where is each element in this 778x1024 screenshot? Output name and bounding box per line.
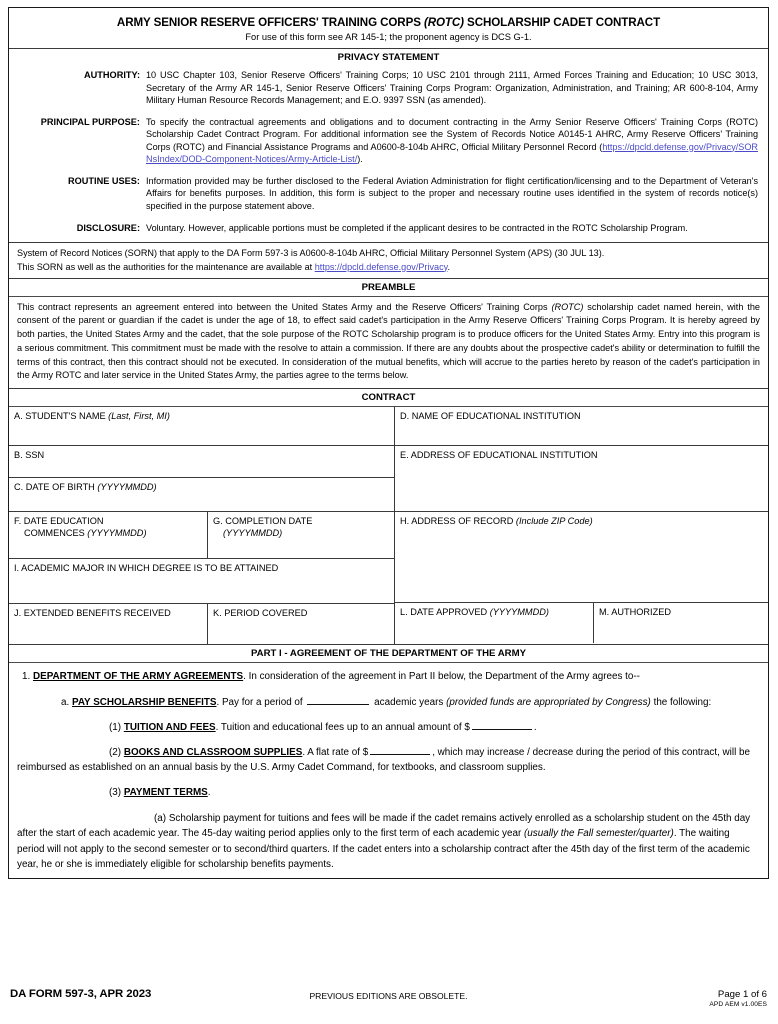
- field-e-label: E. ADDRESS OF EDUCATIONAL INSTITUTION: [400, 450, 598, 461]
- item-1-text: . In consideration of the agreement in Part II below, the Department of the Army agrees to--: [243, 671, 640, 683]
- title-rotc-abbrev: (ROTC): [423, 16, 464, 29]
- field-a-label: A. STUDENT'S NAME: [14, 411, 109, 422]
- page-footer: [8, 988, 769, 1022]
- field-h-label: H. ADDRESS OF RECORD: [400, 516, 516, 527]
- footer-version: APD AEM v1.00ES: [709, 1001, 767, 1008]
- field-l-date-approved[interactable]: [395, 603, 594, 643]
- preamble-text-before: This contract represents an agreement entered into between the United States Army and the Reserve Officers' Training Corps: [17, 301, 552, 312]
- item-3-sub-text: .: [207, 787, 211, 799]
- title-text-part2: SCHOLARSHIP CADET CONTRACT: [463, 16, 661, 29]
- field-i-academic-major[interactable]: [9, 558, 394, 603]
- field-h-address-of-record[interactable]: [395, 511, 768, 602]
- field-g-completion-date[interactable]: [208, 512, 394, 558]
- academic-years-blank[interactable]: [307, 696, 369, 705]
- item-1-title: DEPARTMENT OF THE ARMY AGREEMENTS: [32, 671, 244, 683]
- contract-heading: CONTRACT: [361, 392, 416, 404]
- privacy-text-disclosure: Voluntary. However, applicable portions must be completed if the applicant desires to be contracted in the ROTC Scholarship Program.: [146, 222, 688, 233]
- page-subtitle: For use of this form see AR 145-1; the proponent agency is DCS G-1.: [245, 32, 532, 43]
- field-c-hint: (YYYYMMDD): [97, 482, 157, 493]
- privacy-text-authority: 10 USC Chapter 103, Senior Reserve Officers' Training Corps; 10 USC 2101 through 2111, Armed Forces Training and Education; 10 USC 3013, Secretary of the Army AR 145-1, Senior Reserve Officers' Training Corps Program: Organization, Administration, and Training; AR 600-8-104, Army Military Human Resource Records Management; and E.O. 9397 SSN (as amended).: [146, 70, 758, 105]
- part1-body: [9, 663, 768, 877]
- field-row-j-k: [9, 603, 394, 644]
- item-1-number: 1.: [22, 671, 33, 683]
- tuition-amount-blank[interactable]: [472, 721, 532, 730]
- privacy-row-disclosure: [15, 222, 758, 234]
- field-e-address-of-institution[interactable]: [395, 445, 768, 511]
- part1-item-a: [17, 695, 758, 710]
- item-3a-text-2: . The waiting period will not apply to the second semester or to second/third quarters. If the cadet enters into a scholarship contract after the 45th day of the first term of the academic year, he or she is immediately eligible for scholarship benefits payments.: [17, 828, 750, 870]
- item-a-number: a.: [61, 697, 72, 709]
- item-a-title: PAY SCHOLARSHIP BENEFITS: [71, 697, 217, 709]
- footer-page-number: Page 1 of 6: [717, 989, 767, 1000]
- field-b-label: B. SSN: [14, 450, 45, 461]
- principal-purpose-text-before: To specify the contractual agreements and obligations and to document contracting in the Army Senior Reserve Officers' Training Corps (ROTC) Scholarship Cadet Contract Program. For additional information see the System of Records Notice A0145-1 AHRC, Army Reserve Officers' Training Corps (ROTC) and Financial Assistance Programs and A0600-8-104b AHRC, Official Military Personnel Record (: [146, 117, 758, 152]
- field-g-hint: (YYYYMMDD): [223, 528, 283, 539]
- field-m-label: M. AUTHORIZED: [599, 607, 671, 618]
- item-2-sub-text-2: , which may increase / decrease during the period of this contract, will be reimbursed as established on an annual basis by the U.S. Army Cadet Command, for textbooks, and classroom supplies.: [17, 747, 750, 774]
- contract-left-column: [9, 407, 394, 644]
- item-3a-text-1: (a) Scholarship payment for tuitions and fees will be made if the cadet remains actively enrolled as a scholarship student on the 45th day after the start of each academic year. The 45-day waiting period applies only to the first term of each academic year: [17, 813, 751, 840]
- field-row-f-g: [9, 511, 394, 558]
- privacy-label-principal-purpose: PRINCIPAL PURPOSE:: [40, 117, 140, 128]
- field-m-authorized[interactable]: [594, 603, 768, 643]
- preamble-body: [9, 297, 768, 388]
- field-f-hint: (YYYYMMDD): [87, 528, 147, 539]
- field-f-label-line1: F. DATE EDUCATION: [14, 516, 104, 527]
- footer-page-info: [709, 989, 767, 1008]
- principal-purpose-text-after: ).: [357, 153, 363, 164]
- field-f-date-education-commences[interactable]: [9, 512, 208, 558]
- preamble-text-after: scholarship cadet named herein, with the consent of the parent or guardian if the cadet is under the age of 18, to effect said cadet's participation in the Army Reserve Officers' Training Corps Program. It is hereby agreed by both parties, the United States Army and the cadet, that the sole purpose of the ROTC Scholarship program is to produce officers for the United States Army. Entry into this program is a serious commitment. This commitment must be made with the resolve to attain a commission. If there are any doubts about the prospective cadet's ability or determination to fulfill the terms of this contract, then this contract should not be executed. In consideration of the mutual benefits, which will accrue to the parties hereto by reason of the cadet's participation in the Army ROTC and later service in the United States Army, the parties agree to the terms below.: [17, 301, 761, 381]
- item-2-sub-text-1: . A flat rate of $: [302, 747, 369, 759]
- privacy-label-routine-uses: ROUTINE USES:: [68, 176, 140, 187]
- sorn-line-2-after: .: [447, 261, 451, 272]
- preamble-heading: PREAMBLE: [361, 281, 416, 293]
- privacy-statement-heading: PRIVACY STATEMENT: [337, 52, 440, 64]
- field-b-ssn[interactable]: [9, 445, 394, 477]
- footer-form-id: DA FORM 597-3, APR 2023: [10, 988, 152, 1000]
- field-g-label-line1: G. COMPLETION DATE: [213, 516, 313, 527]
- item-1-sub-number: (1): [109, 722, 124, 734]
- field-j-extended-benefits-received[interactable]: [9, 604, 208, 644]
- part1-item-1: [17, 669, 758, 684]
- field-a-hint: (Last, First, MI): [108, 411, 170, 422]
- form-sheet: [8, 7, 769, 879]
- field-k-label: K. PERIOD COVERED: [213, 608, 308, 619]
- item-3a-italic-note: (usually the Fall semester/quarter): [524, 828, 674, 840]
- item-3-sub-title: PAYMENT TERMS: [123, 787, 208, 799]
- part1-item-1-tuition: [17, 720, 758, 735]
- part1-heading: PART I - AGREEMENT OF THE DEPARTMENT OF THE ARMY: [250, 648, 526, 660]
- part1-item-3a: [17, 811, 758, 871]
- item-1-sub-text-1: . Tuition and educational fees up to an annual amount of $: [215, 722, 470, 734]
- field-f-label-text: COMMENCES: [24, 528, 88, 539]
- field-l-hint: (YYYYMMDD): [489, 607, 549, 618]
- item-1-sub-text-2: .: [533, 722, 537, 734]
- item-3-sub-number: (3): [109, 787, 124, 799]
- privacy-label-authority: AUTHORITY:: [84, 70, 140, 81]
- sorn-index-link[interactable]: https://dpcld.defense.gov/Privacy/SORNsIndex/DOD-Component-Notices/Army-Article-List/: [146, 141, 758, 164]
- page-title: [15, 16, 762, 29]
- privacy-text-routine-uses: Information provided may be further disclosed to the Federal Aviation Administration for flight certification/licensing and to the Department of Veteran's Affairs for benefits purposes. In addition, this form is subject to the proper and necessary routine uses identified in the system of records notice(s) specified in the purpose statement above.: [146, 176, 758, 211]
- item-2-sub-title: BOOKS AND CLASSROOM SUPPLIES: [123, 747, 303, 759]
- field-f-label-line2: [14, 528, 203, 540]
- field-d-name-of-institution[interactable]: [395, 407, 768, 445]
- field-c-label: C. DATE OF BIRTH: [14, 482, 98, 493]
- sorn-line-2-before: This SORN as well as the authorities for the maintenance are available at: [17, 261, 315, 272]
- field-l-label: L. DATE APPROVED: [400, 607, 490, 618]
- dpcld-privacy-link[interactable]: https://dpcld.defense.gov/Privacy: [314, 261, 448, 272]
- item-2-sub-number: (2): [109, 747, 124, 759]
- books-amount-blank[interactable]: [370, 746, 430, 755]
- field-row-l-m: [395, 602, 768, 643]
- item-a-text-1: . Pay for a period of: [216, 697, 306, 709]
- title-text-part1: ARMY SENIOR RESERVE OFFICERS' TRAINING CORPS: [116, 16, 424, 29]
- part1-item-3-payment-terms: [17, 785, 758, 800]
- field-i-label: I. ACADEMIC MAJOR IN WHICH DEGREE IS TO BE ATTAINED: [14, 563, 279, 574]
- privacy-row-authority: [15, 69, 758, 106]
- privacy-row-principal-purpose: [15, 116, 758, 165]
- sorn-line-2: [17, 261, 760, 274]
- preamble-rotc-abbrev: (ROTC): [551, 301, 584, 312]
- item-1-sub-title: TUITION AND FEES: [123, 722, 216, 734]
- footer-obsolete-notice: PREVIOUS EDITIONS ARE OBSOLETE.: [309, 991, 468, 1001]
- privacy-row-routine-uses: [15, 175, 758, 212]
- field-d-label: D. NAME OF EDUCATIONAL INSTITUTION: [400, 411, 581, 422]
- sorn-block: [9, 243, 768, 277]
- privacy-label-disclosure: DISCLOSURE:: [76, 222, 140, 233]
- title-block: [9, 8, 768, 48]
- field-c-date-of-birth[interactable]: [9, 477, 394, 511]
- field-j-label: J. EXTENDED BENEFITS RECEIVED: [14, 608, 171, 619]
- privacy-text-principal-purpose: [146, 116, 758, 165]
- contract-right-column: [394, 407, 768, 644]
- item-a-italic-note: (provided funds are appropriated by Congress): [446, 697, 651, 709]
- field-a-students-name[interactable]: [9, 407, 394, 445]
- sorn-line-1: System of Record Notices (SORN) that apply to the DA Form 597-3 is A0600-8-104b AHRC, Official Military Personnel System (APS) (30 JUL 13).: [17, 248, 605, 259]
- item-a-text-2: academic years: [371, 697, 447, 709]
- field-k-period-covered[interactable]: [208, 604, 394, 644]
- contract-grid: [9, 407, 768, 644]
- item-a-text-3: the following:: [650, 697, 712, 709]
- part1-item-2-books: [17, 745, 758, 775]
- privacy-statement-body: [9, 66, 768, 242]
- field-h-hint: (Include ZIP Code): [515, 516, 593, 527]
